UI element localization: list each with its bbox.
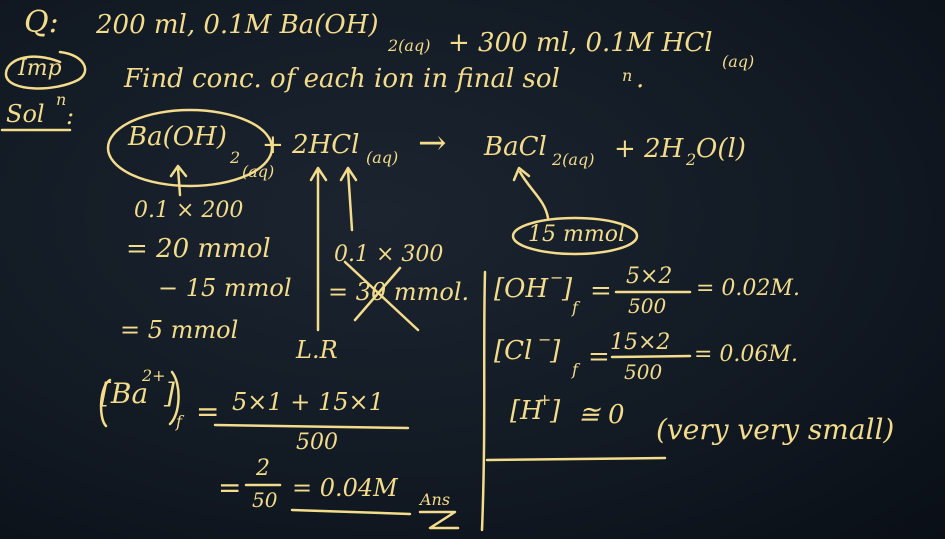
cl-numerator: 15×2 [610,330,671,355]
product2-end: O(l) [696,134,746,164]
ba-numerator: 5×1 + 15×1 [232,388,384,416]
ans-underline [292,510,410,514]
sol-colon: : [66,102,75,130]
cl-label-end: ] [550,336,561,366]
product1: BaCl [484,132,547,162]
product2: + 2H [614,134,684,164]
baoh2-calc-1: 0.1 × 200 [134,198,244,223]
oh-denominator: 500 [628,294,667,318]
ba-eq2: = [218,471,242,504]
reaction-arrow: → [418,123,447,163]
question-line1-sub: 2(aq) [388,36,431,55]
reaction-hcl: + 2HCl [262,130,360,160]
ba-frac2-den: 50 [252,488,278,512]
question-line1-rest: + 300 ml, 0.1M HCl [448,28,713,58]
reactant1: Ba(OH) [128,122,227,152]
question-line1: 200 ml, 0.1M Ba(OH) [96,10,379,40]
ba-result: = 0.04M [292,474,398,502]
product-amount: 15 mmol [528,222,625,247]
hcl-arrow-1 [311,168,326,330]
question-line2-end: . [636,64,645,94]
ans-label: Ans [420,490,451,509]
reactant1-state: (aq) [242,162,275,181]
ba-label-sub: f [176,412,182,431]
sol-label: Sol [6,100,45,128]
baoh2-calc-2: = 20 mmol [126,234,271,264]
cl-result: = 0.06M. [694,342,798,367]
baoh2-calc-4: = 5 mmol [120,316,239,344]
h-note: (very very small) [656,413,895,446]
h-label: [H [510,396,543,426]
oh-label: [OH [494,274,549,304]
baoh2-calc-3: − 15 mmol [158,274,292,302]
cl-eq: = [588,342,610,372]
baoh2-arrow [171,166,186,195]
oh-label-sup: − [550,268,564,287]
cl-frac-bar [612,356,690,357]
ba-label-sup: 2+ [142,366,166,385]
ba-label: [Ba [100,377,149,410]
ba-frac-bar [215,425,408,428]
imp-tag: Imp [18,56,62,81]
ba-label-end: ] [164,377,175,410]
q-label: Q: [24,5,59,40]
cl-label-sub: f [572,360,578,379]
question-line2-sup: n [622,66,633,85]
sol-label-sup: n [56,90,67,109]
hcl-calc-2: = 30 mmol. [328,278,470,306]
h-label-end: ] [550,396,561,426]
oh-result: = 0.02M. [696,276,800,301]
ba-frac2-num: 2 [256,456,270,481]
oh-label-sub: f [572,298,578,317]
cl-label: [Cl [494,336,533,366]
cl-label-sup: − [538,330,552,349]
reactant1-sub: 2 [230,148,241,167]
question-line1-rest-sub: (aq) [722,52,755,71]
h-approx: ≅ 0 [578,400,625,430]
oh-eq: = [590,276,612,306]
ba-denominator: 500 [296,430,338,455]
oh-label-end: ] [562,274,573,304]
divider [482,272,485,530]
question-line2: Find conc. of each ion in final sol [124,64,560,94]
h-label-sup: + [538,390,552,409]
reaction-hcl-state: (aq) [366,148,399,167]
hcl-calc-1: 0.1 × 300 [334,242,444,267]
oh-numerator: 5×2 [626,264,673,289]
product2-sub: 2 [686,150,697,169]
ba-eq1: = [196,395,220,428]
hcl-arrow-2 [341,168,356,230]
bacl2-arrow [514,168,548,218]
cl-denominator: 500 [624,360,663,384]
limiting-reagent: L.R [296,336,338,364]
ans-mark [420,512,458,528]
product1-sub: 2(aq) [552,150,595,169]
h-underline [487,458,665,460]
